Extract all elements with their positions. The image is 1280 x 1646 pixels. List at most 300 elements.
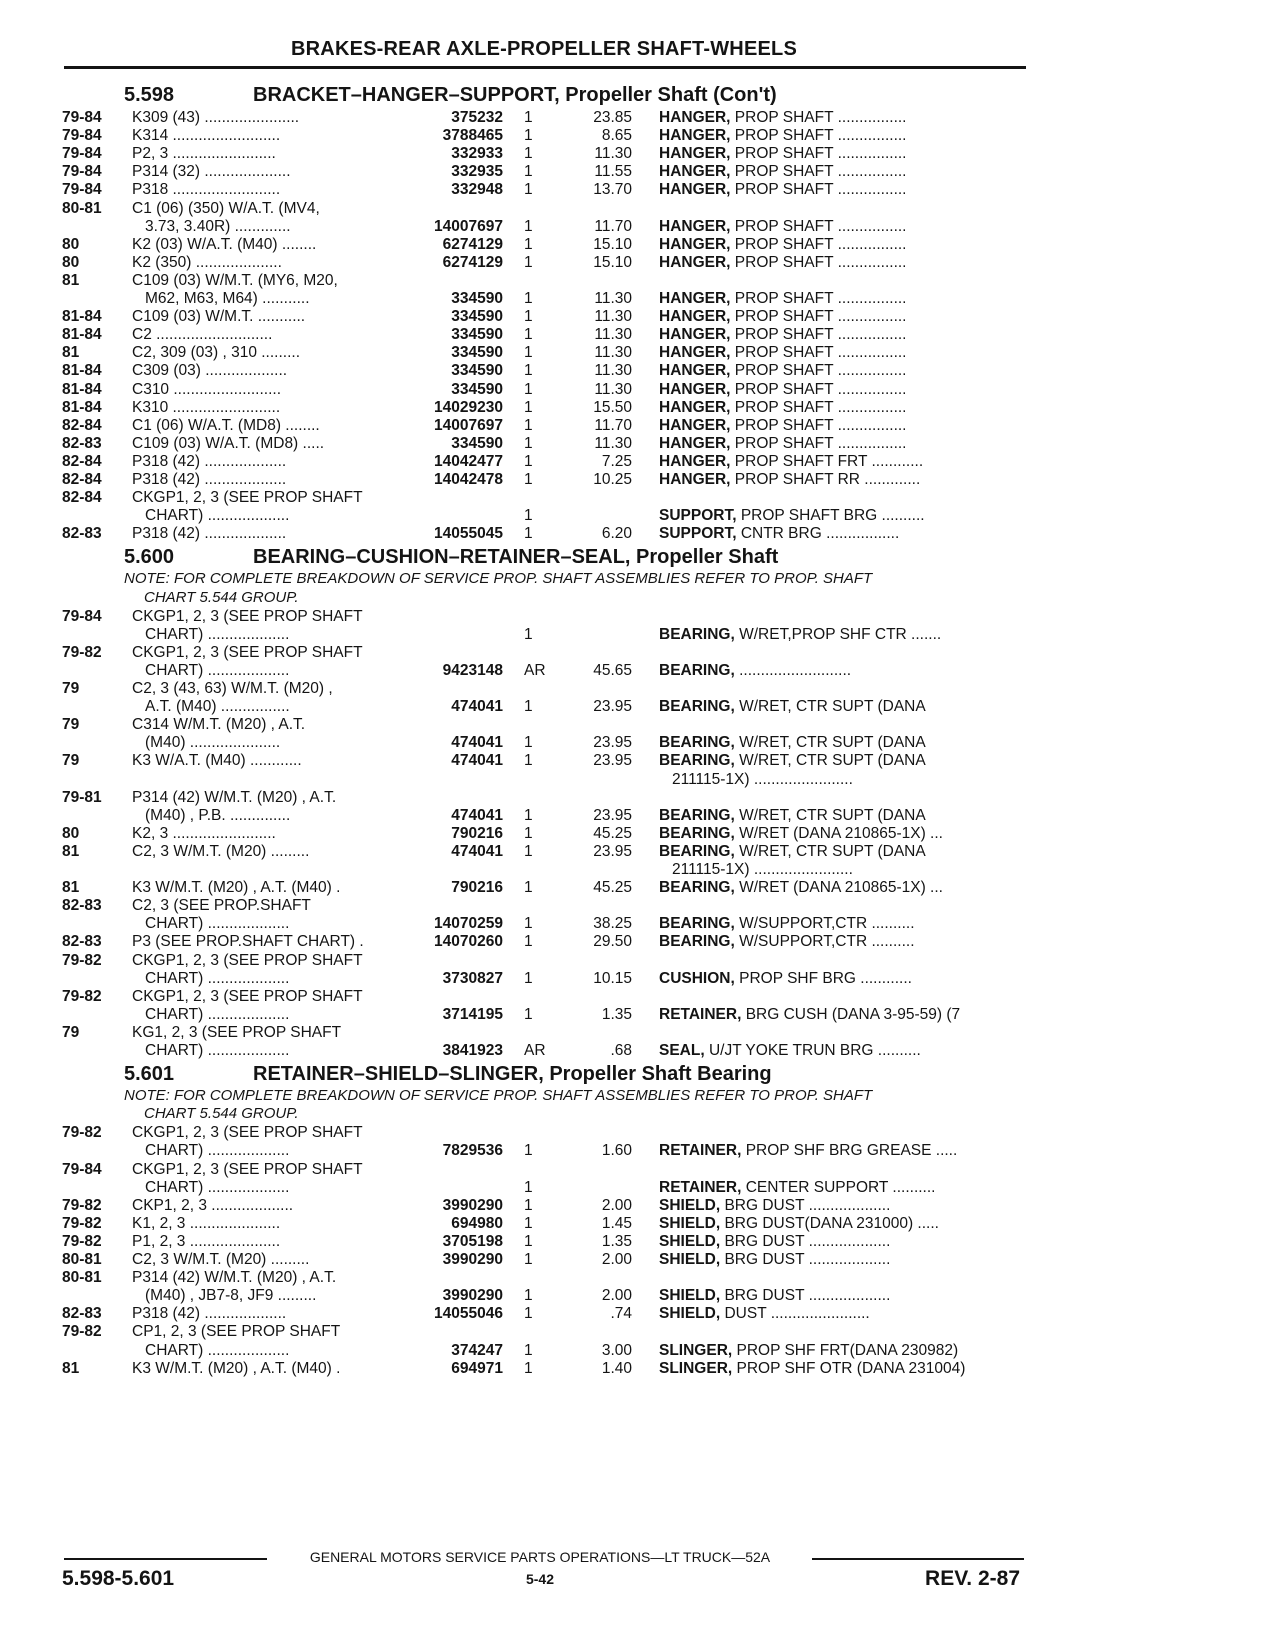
part-row <box>0 842 1280 861</box>
part-number: 474041 <box>451 842 503 860</box>
application: C109 (03) W/A.T. (MD8) ..... <box>132 434 325 452</box>
part-number: 3730827 <box>442 969 503 987</box>
part-number: 14055046 <box>434 1305 503 1323</box>
model-years: 80 <box>62 235 80 253</box>
part-name: BEARING, <box>659 734 735 752</box>
part-name: HANGER, <box>659 416 731 434</box>
part-name: HANGER, <box>659 308 731 326</box>
part-name: SUPPORT, <box>659 525 737 543</box>
price: 11.30 <box>594 344 632 362</box>
description-text: BRG DUST ................... <box>724 1232 891 1250</box>
quantity: 1 <box>524 416 533 434</box>
application: P314 (42) W/M.T. (M20) , A.T. <box>132 788 337 806</box>
model-years: 81 <box>62 842 80 860</box>
part-name: HANGER, <box>659 452 731 470</box>
description-text: PROP SHAFT RR ............. <box>734 471 921 488</box>
part-name: CUSHION, <box>659 969 735 987</box>
part-name: SLINGER, <box>659 1341 733 1359</box>
quantity: AR <box>524 661 546 679</box>
application: C2, 3 W/M.T. (M20) ......... <box>132 1251 310 1268</box>
model-years: 81 <box>62 271 80 289</box>
price: 13.70 <box>593 181 632 199</box>
description-text: PROP SHF FRT(DANA 230982) <box>736 1341 959 1359</box>
model-years: 79-82 <box>62 1196 102 1214</box>
description-text: W/RET, CTR SUPT (DANA <box>739 752 926 770</box>
part-row-continuation <box>0 506 1280 525</box>
description-text: PROP SHAFT ................ <box>734 434 907 452</box>
model-years: 81-84 <box>62 308 102 326</box>
description-text: PROP SHAFT ................ <box>734 127 907 145</box>
part-name: BEARING, <box>659 806 735 824</box>
part-number: 7829536 <box>442 1142 503 1160</box>
footer-publisher: GENERAL MOTORS SERVICE PARTS OPERATIONS—LT TRUCK—52A <box>309 1549 771 1565</box>
model-years: 80-81 <box>62 1251 102 1268</box>
part-number: 790216 <box>451 824 503 842</box>
section-note: CHART 5.544 GROUP. <box>144 588 299 606</box>
model-years: 79-82 <box>62 1323 102 1341</box>
part-number: 474041 <box>451 806 503 824</box>
quantity: 1 <box>524 127 533 145</box>
part-number: 3990290 <box>442 1287 503 1305</box>
description-text: PROP SHAFT ................ <box>734 380 907 398</box>
part-name: HANGER, <box>659 163 731 181</box>
quantity: 1 <box>524 362 533 380</box>
quantity: 1 <box>524 471 533 488</box>
application: CKGP1, 2, 3 (SEE PROP SHAFT <box>132 951 363 969</box>
part-number: 3788465 <box>442 127 503 145</box>
price: 8.65 <box>601 127 632 145</box>
part-row <box>0 126 1280 145</box>
part-name: HANGER, <box>659 471 731 488</box>
quantity: 1 <box>524 344 533 362</box>
description <box>659 144 1031 163</box>
model-years: 79-84 <box>62 1160 102 1178</box>
quantity: 1 <box>524 109 533 126</box>
model-years: 79-82 <box>62 987 102 1005</box>
model-years: 81-84 <box>62 380 102 398</box>
quantity: 1 <box>524 1232 533 1250</box>
part-row <box>0 1214 1280 1233</box>
part-row <box>0 1123 1280 1142</box>
description-text: W/SUPPORT,CTR .......... <box>739 915 915 933</box>
application: CKGP1, 2, 3 (SEE PROP SHAFT <box>132 607 363 625</box>
page-title: BRAKES-REAR AXLE-PROPELLER SHAFT-WHEELS <box>291 38 797 60</box>
description <box>659 506 1031 525</box>
part-name: HANGER, <box>659 217 731 235</box>
part-row-continuation <box>0 217 1280 236</box>
quantity: 1 <box>524 1178 533 1196</box>
application: C314 W/M.T. (M20) , A.T. <box>132 716 306 734</box>
model-years: 79 <box>62 752 80 770</box>
quantity: 1 <box>524 181 533 199</box>
application: C2, 309 (03) , 310 ......... <box>132 344 301 362</box>
part-name: SEAL, <box>659 1042 705 1059</box>
part-name: BEARING, <box>659 824 735 842</box>
description-text: PROP SHAFT BRG .......... <box>740 507 925 525</box>
application: CHART) ................... <box>145 625 290 643</box>
model-years: 81-84 <box>62 362 102 380</box>
part-row <box>0 108 1280 127</box>
price: 45.25 <box>593 879 632 897</box>
part-row <box>0 235 1280 254</box>
part-name: BEARING, <box>659 933 735 951</box>
description-text: W/RET (DANA 210865-1X) ... <box>739 824 943 842</box>
part-name: HANGER, <box>659 235 731 253</box>
part-number: 14070259 <box>434 915 503 933</box>
description <box>659 842 1031 861</box>
quantity: 1 <box>524 253 533 271</box>
price: 11.30 <box>594 380 632 398</box>
part-row-continuation <box>0 1041 1280 1060</box>
part-number: 374247 <box>451 1341 503 1359</box>
application: C2, 3 (43, 63) W/M.T. (M20) , <box>132 680 333 697</box>
application: C310 ......................... <box>132 380 282 398</box>
part-row <box>0 1268 1280 1287</box>
description <box>659 1250 1031 1269</box>
application: CHART) ................... <box>145 915 290 933</box>
part-name: BEARING, <box>659 625 735 643</box>
price: 23.85 <box>593 109 632 126</box>
part-name: BEARING, <box>659 661 735 679</box>
part-number: 6274129 <box>442 235 503 253</box>
part-row <box>0 271 1280 290</box>
description-text: BRG DUST ................... <box>724 1287 891 1305</box>
part-row-continuation <box>0 625 1280 644</box>
application: C109 (03) W/M.T. ........... <box>132 308 306 326</box>
model-years: 82-84 <box>62 471 102 488</box>
quantity: 1 <box>524 235 533 253</box>
price: .74 <box>610 1305 632 1323</box>
model-years: 82-83 <box>62 434 102 452</box>
footer-rule-left <box>64 1558 267 1560</box>
part-row-continuation <box>0 661 1280 680</box>
description <box>659 1178 1031 1197</box>
model-years: 82-83 <box>62 525 102 543</box>
part-row <box>0 253 1280 272</box>
model-years: 79-81 <box>62 788 102 806</box>
model-years: 79-84 <box>62 163 102 181</box>
description-text: W/RET,PROP SHF CTR ....... <box>739 625 942 643</box>
section-note: CHART 5.544 GROUP. <box>144 1105 299 1123</box>
part-name: RETAINER, <box>659 1178 742 1196</box>
price: 1.35 <box>601 1005 632 1023</box>
part-row-continuation <box>0 1005 1280 1024</box>
part-number: 694980 <box>451 1214 503 1232</box>
model-years: 82-84 <box>62 452 102 470</box>
part-row <box>0 824 1280 843</box>
model-years: 80-81 <box>62 199 102 217</box>
part-name: SHIELD, <box>659 1196 721 1214</box>
part-name: RETAINER, <box>659 1142 742 1160</box>
description-text: PROP SHAFT ................ <box>734 290 907 307</box>
model-years: 79-82 <box>62 1232 102 1250</box>
part-name: SUPPORT, <box>659 507 737 525</box>
application: CKGP1, 2, 3 (SEE PROP SHAFT <box>132 1124 363 1142</box>
part-name: BEARING, <box>659 842 735 860</box>
quantity: 1 <box>524 842 533 860</box>
part-number: 334590 <box>451 434 503 452</box>
part-number: 14007697 <box>434 416 503 434</box>
application: P1, 2, 3 ..................... <box>132 1232 281 1250</box>
quantity: 1 <box>524 625 533 643</box>
description-text: DUST ....................... <box>724 1305 870 1323</box>
description <box>659 452 1031 471</box>
part-name: BEARING, <box>659 752 735 770</box>
quantity: 1 <box>524 434 533 452</box>
description <box>659 289 1031 308</box>
model-years: 79-82 <box>62 1214 102 1232</box>
model-years: 79-84 <box>62 181 102 199</box>
section-note: NOTE: FOR COMPLETE BREAKDOWN OF SERVICE PROP. SHAFT ASSEMBLIES REFER TO PROP. SHAFT <box>124 570 873 588</box>
application: P318 (42) ................... <box>132 452 287 470</box>
application: C1 (06) W/A.T. (MD8) ........ <box>132 416 320 434</box>
quantity: 1 <box>524 806 533 824</box>
application: CKGP1, 2, 3 (SEE PROP SHAFT <box>132 489 363 507</box>
section-title: BEARING–CUSHION–RETAINER–SEAL, Propeller Shaft <box>253 546 779 569</box>
part-name: SHIELD, <box>659 1287 721 1305</box>
part-row <box>0 416 1280 435</box>
part-row <box>0 488 1280 507</box>
part-row <box>0 643 1280 662</box>
model-years: 81 <box>62 1359 80 1377</box>
application: P318 (42) ................... <box>132 1305 287 1323</box>
model-years: 81-84 <box>62 326 102 344</box>
part-row-continuation <box>0 914 1280 933</box>
application: C2, 3 (SEE PROP.SHAFT <box>132 897 311 915</box>
quantity: 1 <box>524 1287 533 1305</box>
part-number: 334590 <box>451 326 503 344</box>
description-text: U/JT YOKE TRUN BRG .......... <box>708 1042 921 1059</box>
part-number: 790216 <box>451 879 503 897</box>
price: 11.30 <box>594 434 632 452</box>
description-text: W/RET, CTR SUPT (DANA <box>739 842 926 860</box>
description <box>659 1141 1031 1160</box>
model-years: 80 <box>62 253 80 271</box>
part-row <box>0 1023 1280 1042</box>
description <box>659 1214 1031 1233</box>
application: P2, 3 ........................ <box>132 145 276 163</box>
part-number: 375232 <box>451 109 503 126</box>
model-years: 79 <box>62 1023 80 1041</box>
part-row <box>0 607 1280 626</box>
description <box>659 217 1031 236</box>
part-row <box>0 343 1280 362</box>
price: 11.30 <box>594 326 632 344</box>
description <box>659 969 1031 988</box>
part-name: HANGER, <box>659 127 731 145</box>
part-name: SLINGER, <box>659 1359 733 1377</box>
part-row <box>0 715 1280 734</box>
description <box>659 235 1031 254</box>
application: A.T. (M40) ................ <box>145 698 290 716</box>
price: 23.95 <box>593 752 632 770</box>
quantity: 1 <box>524 698 533 716</box>
model-years: 80 <box>62 824 80 842</box>
price: 23.95 <box>593 806 632 824</box>
application: CHART) ................... <box>145 507 290 525</box>
part-row <box>0 751 1280 770</box>
part-row-continuation <box>0 697 1280 716</box>
price: 10.15 <box>593 969 632 987</box>
price: 2.00 <box>601 1287 632 1305</box>
quantity: 1 <box>524 308 533 326</box>
part-row <box>0 788 1280 807</box>
description-text: BRG DUST ................... <box>724 1251 891 1268</box>
part-number: 3990290 <box>442 1196 503 1214</box>
model-years: 82-83 <box>62 1305 102 1323</box>
quantity: 1 <box>524 1196 533 1214</box>
part-name: SHIELD, <box>659 1251 721 1268</box>
description <box>659 307 1031 326</box>
part-name: HANGER, <box>659 326 731 344</box>
part-name: HANGER, <box>659 380 731 398</box>
footer-revision: REV. 2-87 <box>925 1567 1020 1590</box>
application: KG1, 2, 3 (SEE PROP SHAFT <box>132 1023 342 1041</box>
description <box>659 878 1031 897</box>
part-name: BEARING, <box>659 698 735 716</box>
application: P314 (32) .................... <box>132 163 291 181</box>
part-row <box>0 361 1280 380</box>
quantity: 1 <box>524 734 533 752</box>
application: K314 ......................... <box>132 127 281 145</box>
part-name: HANGER, <box>659 109 731 126</box>
description <box>659 1286 1031 1305</box>
model-years: 79-82 <box>62 951 102 969</box>
description-text: PROP SHAFT ................ <box>734 181 907 199</box>
footer-group-range: 5.598-5.601 <box>62 1567 175 1590</box>
application: C109 (03) W/M.T. (MY6, M20, <box>132 271 338 289</box>
application: P314 (42) W/M.T. (M20) , A.T. <box>132 1269 337 1287</box>
part-row <box>0 199 1280 218</box>
part-name: BEARING, <box>659 915 735 933</box>
quantity: 1 <box>524 1359 533 1377</box>
description <box>659 1341 1031 1360</box>
quantity: 1 <box>524 145 533 163</box>
application: CHART) ................... <box>145 1178 290 1196</box>
model-years: 81 <box>62 879 80 897</box>
price: 10.25 <box>593 471 632 488</box>
part-row-continuation <box>0 860 1280 879</box>
description <box>659 524 1031 543</box>
price: 23.95 <box>593 842 632 860</box>
price: 38.25 <box>593 915 632 933</box>
application: P318 (42) ................... <box>132 471 287 488</box>
description <box>659 932 1031 951</box>
description-text: BRG DUST ................... <box>724 1196 891 1214</box>
model-years: 81 <box>62 344 80 362</box>
description-text: 211115-1X) ....................... <box>672 770 853 788</box>
description-text: PROP SHAFT FRT ............ <box>734 452 924 470</box>
part-row-continuation <box>0 770 1280 789</box>
part-row-continuation <box>0 969 1280 988</box>
part-row <box>0 1160 1280 1179</box>
quantity: 1 <box>524 398 533 416</box>
description-text: W/RET (DANA 210865-1X) ... <box>739 879 943 897</box>
quantity: 1 <box>524 915 533 933</box>
model-years: 81-84 <box>62 398 102 416</box>
application: 3.73, 3.40R) ............. <box>145 217 291 235</box>
part-number: 14042477 <box>434 452 503 470</box>
section-number: 5.601 <box>124 1063 175 1086</box>
part-row-continuation <box>0 1141 1280 1160</box>
price: 2.00 <box>601 1251 632 1268</box>
section-note: NOTE: FOR COMPLETE BREAKDOWN OF SERVICE PROP. SHAFT ASSEMBLIES REFER TO PROP. SHAFT <box>124 1087 873 1105</box>
part-row <box>0 1322 1280 1341</box>
part-row <box>0 1250 1280 1269</box>
part-row <box>0 951 1280 970</box>
part-number: 3714195 <box>442 1005 503 1023</box>
model-years: 79-84 <box>62 607 102 625</box>
description-text: PROP SHAFT ................ <box>734 217 907 235</box>
price: .68 <box>610 1042 632 1059</box>
part-number: 334590 <box>451 344 503 362</box>
application: CHART) ................... <box>145 1005 290 1023</box>
part-name: SHIELD, <box>659 1232 721 1250</box>
quantity: 1 <box>524 1142 533 1160</box>
part-row <box>0 896 1280 915</box>
part-row-continuation <box>0 806 1280 825</box>
price: 45.65 <box>593 661 632 679</box>
section-title: BRACKET–HANGER–SUPPORT, Propeller Shaft (Con't) <box>253 84 777 106</box>
description <box>659 343 1031 362</box>
price: 15.10 <box>593 235 632 253</box>
section-heading <box>0 1061 1280 1087</box>
application: P318 ......................... <box>132 181 281 199</box>
quantity: 1 <box>524 752 533 770</box>
part-number: 14070260 <box>434 933 503 951</box>
price: 3.00 <box>601 1341 632 1359</box>
quantity: 1 <box>524 380 533 398</box>
part-row <box>0 162 1280 181</box>
quantity: 1 <box>524 507 533 525</box>
price: 11.30 <box>594 290 632 307</box>
price: 1.45 <box>601 1214 632 1232</box>
description-text: CENTER SUPPORT .......... <box>745 1178 936 1196</box>
part-number: 332935 <box>451 163 503 181</box>
part-number: 3990290 <box>442 1251 503 1268</box>
part-row <box>0 380 1280 399</box>
description-text: PROP SHF OTR (DANA 231004) <box>736 1359 966 1377</box>
quantity: 1 <box>524 824 533 842</box>
description-text: PROP SHF BRG GREASE ..... <box>745 1142 958 1160</box>
price: 11.30 <box>594 308 632 326</box>
application: K3 W/A.T. (M40) ............ <box>132 752 302 770</box>
description-text: PROP SHAFT ................ <box>734 235 907 253</box>
application: C1 (06) (350) W/A.T. (MV4, <box>132 199 320 217</box>
part-row-continuation <box>0 1178 1280 1197</box>
part-row <box>0 987 1280 1006</box>
description <box>659 253 1031 272</box>
application: K2 (350) .................... <box>132 253 282 271</box>
price: 1.60 <box>601 1142 632 1160</box>
application: (M40) , JB7-8, JF9 ......... <box>145 1287 317 1305</box>
quantity: 1 <box>524 933 533 951</box>
description <box>659 180 1031 199</box>
application: K2, 3 ........................ <box>132 824 276 842</box>
application: K1, 2, 3 ..................... <box>132 1214 281 1232</box>
part-name: HANGER, <box>659 344 731 362</box>
description-text: PROP SHAFT ................ <box>734 398 907 416</box>
model-years: 82-83 <box>62 897 102 915</box>
model-years: 79 <box>62 680 80 697</box>
description-text: W/RET, CTR SUPT (DANA <box>739 734 926 752</box>
part-number: 9423148 <box>442 661 503 679</box>
description-text: PROP SHAFT ................ <box>734 109 907 126</box>
application: P318 (42) ................... <box>132 525 287 543</box>
part-name: HANGER, <box>659 290 731 307</box>
description <box>659 697 1031 716</box>
description-text: PROP SHAFT ................ <box>734 362 907 380</box>
